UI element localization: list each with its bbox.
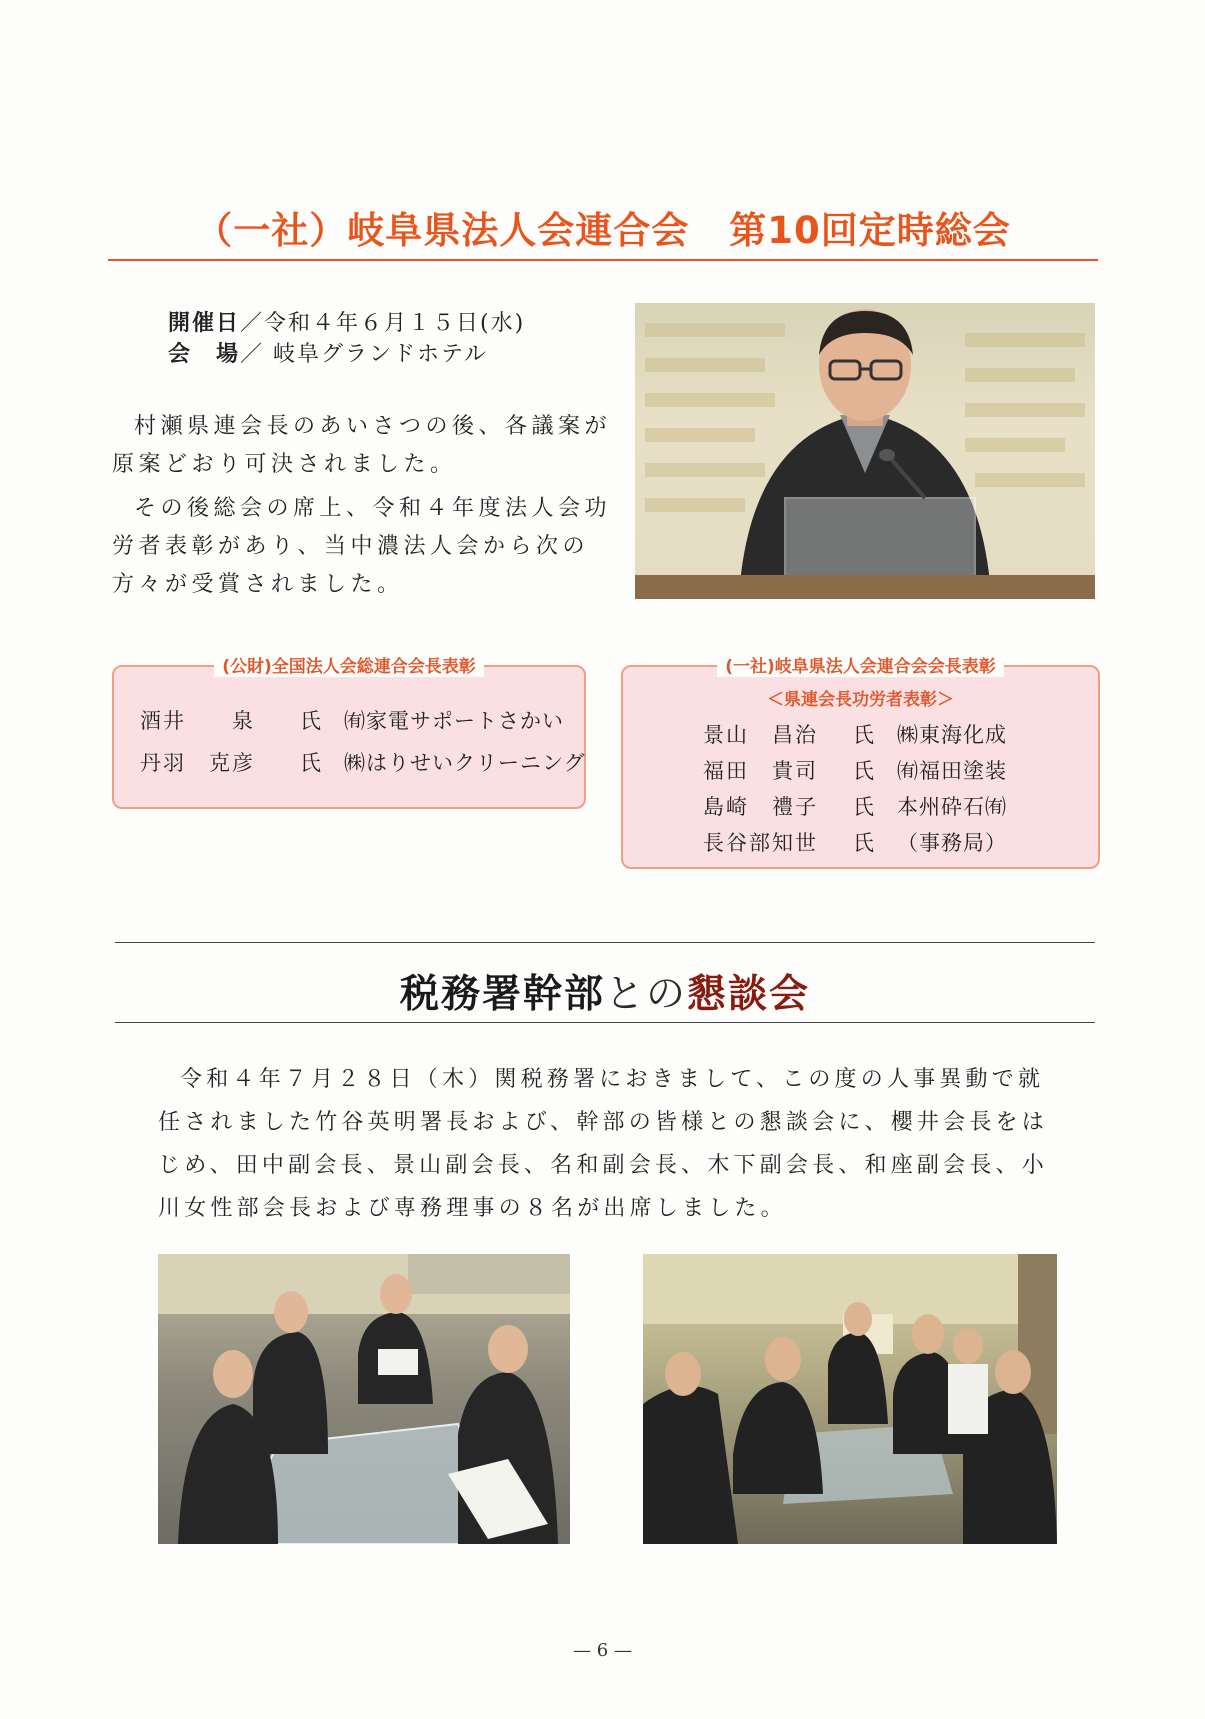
page-number: — 6 —	[573, 1640, 632, 1661]
section2-bottom-rule	[115, 1022, 1095, 1023]
meeting-paragraph: 令和４年７月２８日（木）関税務署におきまして、この度の人事異動で就任されました竹谷英明署長および、幹部の皆様との懇談会に、櫻井会長をはじめ、田中副会長、景山副会長、名和副会長、木下副会長、和座副会長、小川女性部会長および専務理事の８名が出席しました。	[158, 1067, 1048, 1221]
title2-part1: 税務署幹部	[399, 971, 605, 1017]
award-box-national	[112, 657, 586, 809]
title2-part2: との	[604, 972, 687, 1017]
recipient-name: 島崎 禮子	[703, 795, 818, 819]
recipient-company: （事務局）	[897, 831, 1007, 855]
date-label: 開催日	[168, 311, 241, 336]
intro-paragraph-1: 村瀬県連会長のあいさつの後、各議案が原案どおり可決されました。	[112, 414, 612, 477]
recipient-name: 景山 昌治	[703, 723, 818, 747]
recipient-company: ㈱はりせいクリーニング	[344, 751, 586, 775]
section2-top-rule	[115, 942, 1095, 943]
title-event: 第10回定時総会	[729, 209, 1011, 252]
recipient-suffix: 氏	[300, 709, 322, 733]
recipient-suffix: 氏	[853, 759, 875, 783]
recipient-company: 本州砕石㈲	[897, 795, 1007, 819]
recipient-name: 丹羽 克彦	[140, 751, 255, 775]
photo-speaker-at-podium	[635, 303, 1095, 599]
recipient-suffix: 氏	[853, 723, 875, 747]
photo-meeting-1	[158, 1254, 570, 1544]
title-underline	[108, 259, 1098, 261]
award-recipient-row	[703, 755, 1007, 785]
title-organization: （一社）岐阜県法人会連合会	[195, 209, 690, 252]
date-value: ／令和４年６月１５日(水)	[240, 311, 526, 336]
award-recipient-row	[703, 719, 1007, 749]
intro-paragraph-2: その後総会の席上、令和４年度法人会功労者表彰があり、当中濃法人会から次の方々が受賞されました。	[112, 496, 612, 597]
award-title-national: (公財)全国法人会総連合会長表彰	[214, 657, 484, 677]
award-recipient-row	[703, 791, 1007, 821]
award-title-prefectural: (一社)岐阜県法人会連合会会長表彰	[717, 657, 1004, 677]
section-title-tax-office-meeting	[115, 963, 1095, 1019]
award-recipient-row	[703, 827, 1007, 857]
award-subtitle: ＜県連会長功労者表彰＞	[767, 690, 954, 710]
recipient-suffix: 氏	[300, 751, 322, 775]
venue-label: 会 場	[168, 342, 241, 367]
recipient-name: 長谷部知世	[703, 831, 818, 855]
recipient-name: 酒井 泉	[140, 709, 255, 733]
recipient-company: ㈲家電サポートさかい	[344, 709, 564, 733]
title2-part3: 懇談会	[687, 971, 811, 1017]
recipient-name: 福田 貴司	[703, 759, 818, 783]
meeting-venue	[168, 337, 488, 368]
section-title-general-meeting	[108, 200, 1098, 254]
recipient-suffix: 氏	[853, 831, 875, 855]
meeting-date	[168, 306, 525, 337]
award-recipient-row	[140, 747, 586, 777]
recipient-company: ㈲福田塗装	[897, 759, 1007, 783]
recipient-company: ㈱東海化成	[897, 723, 1007, 747]
award-box-prefectural	[621, 657, 1100, 869]
award-recipient-row	[140, 705, 564, 735]
photo-meeting-2	[643, 1254, 1057, 1544]
recipient-suffix: 氏	[853, 795, 875, 819]
venue-value: ／ 岐阜グランドホテル	[240, 342, 488, 367]
